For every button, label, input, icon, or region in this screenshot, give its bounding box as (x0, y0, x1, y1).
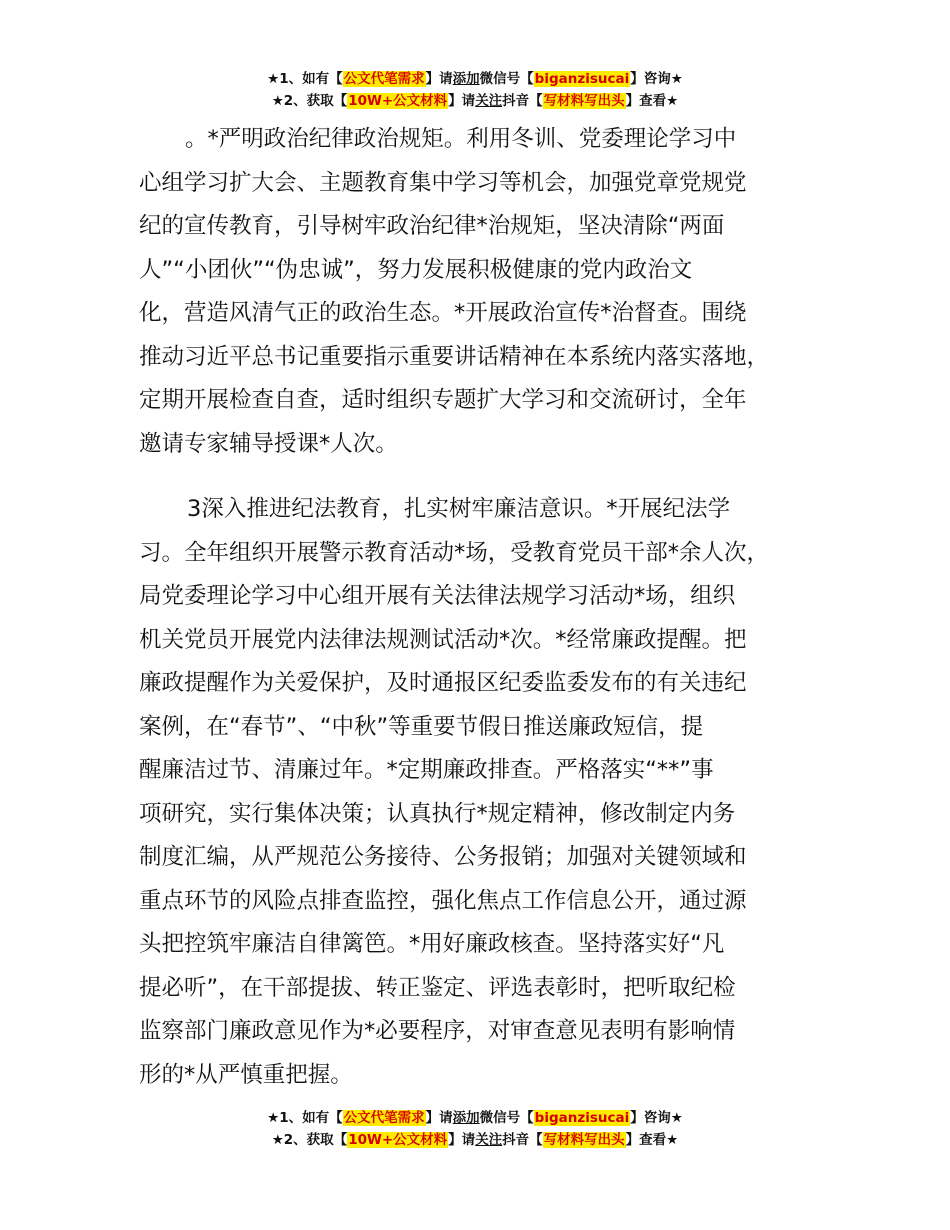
banner-text: 微信号【 (479, 1110, 534, 1126)
text-line: 。*严明政治纪律政治规矩。利用冬训、党委理论学习中 (185, 126, 737, 152)
text-line: 定期开展检查自查，适时组织专题扩大学习和交流研讨，全年 (139, 387, 747, 413)
banner-text: 】查看★ (625, 1132, 679, 1148)
text-line: 重点环节的风险点排查监控，强化焦点工作信息公开，通过源 (139, 887, 747, 914)
banner-line-follow (0, 1129, 950, 1151)
highlight-wechat-id: biganzisucai (534, 71, 630, 87)
text-line: 案例，在“春节”、“中秋”等重要节假日推送廉政短信，提 (139, 713, 704, 740)
banner-text: 】咨询★ (630, 71, 683, 87)
highlight-service: 公文代笔需求 (343, 1110, 425, 1126)
highlight-wechat-id: biganzisucai (534, 1110, 630, 1126)
text-line: 廉政提醒作为关爱保护，及时通报区纪委监委发布的有关违纪 (139, 670, 747, 696)
banner-line-consult (0, 1107, 950, 1129)
banner-text: 】请 (448, 93, 476, 109)
paragraph-political-discipline (139, 118, 829, 466)
banner-text: 】咨询★ (630, 1110, 683, 1126)
text-line: 纪的宣传教育，引导树牢政治纪律*治规矩，坚决清除“两面 (139, 213, 725, 239)
text-line: 局党委理论学习中心组开展有关法律法规学习活动*场，组织 (139, 583, 736, 609)
banner-text: ★1、如有【 (267, 1110, 343, 1126)
underlined-word: 添加 (452, 71, 480, 87)
text-line: 心组学习扩大会、主题教育集中学习等机会，加强党章党规党 (139, 169, 747, 196)
underlined-word: 关注 (475, 1132, 503, 1148)
banner-text: ★2、获取【 (271, 1132, 348, 1148)
text-line: 项研究，实行集体决策；认真执行*规定精神，修改制定内务 (139, 800, 736, 827)
banner-text: ★1、如有【 (267, 71, 343, 87)
banner-text: ★2、获取【 (271, 93, 348, 109)
banner-text: 微信号【 (479, 71, 534, 87)
banner-text: 抖音【 (502, 93, 543, 109)
banner-text: 】请 (425, 1110, 453, 1126)
text-line: 3深入推进纪法教育，扎实树牢廉洁意识。*开展纪法学 (187, 496, 731, 522)
banner-text: 抖音【 (502, 1132, 543, 1148)
paragraph-spacer (139, 466, 829, 488)
text-line: 监察部门廉政意见作为*必要程序，对审查意见表明有影响情 (139, 1018, 736, 1044)
banner-text: 】请 (425, 71, 453, 87)
banner-text: 】查看★ (625, 93, 679, 109)
header-banner (0, 68, 950, 112)
text-line: 人”“小团伙”“伪忠诚”，努力发展积极健康的党内政治文 (139, 256, 693, 283)
text-line: 邀请专家辅导授课*人次。 (139, 430, 398, 457)
text-line: 形的*从严慎重把握。 (139, 1061, 353, 1088)
text-line: 化，营造风清气正的政治生态。*开展政治宣传*治督查。围绕 (139, 300, 747, 326)
text-line: 提必听”，在干部提拔、转正鉴定、评选表彰时，把听取纪检 (139, 974, 736, 1001)
banner-text: 】请 (448, 1132, 476, 1148)
text-line: 醒廉洁过节、清廉过年。*定期廉政排查。严格落实“**”事 (139, 757, 714, 783)
banner-line-consult (0, 68, 950, 90)
highlight-account: 写材料写出头 (543, 1132, 625, 1148)
highlight-materials: 10W+公文材料 (348, 93, 448, 109)
highlight-materials: 10W+公文材料 (348, 1132, 448, 1148)
text-line: 制度汇编，从严规范公务接待、公务报销；加强对关键领域和 (139, 844, 747, 870)
highlight-service: 公文代笔需求 (343, 71, 425, 87)
paragraph-law-education (139, 488, 829, 1097)
text-line: 机关党员开展党内法律法规测试活动*次。*经常廉政提醒。把 (139, 626, 747, 653)
text-line: 习。全年组织开展警示教育活动*场，受教育党员干部*余人次， (139, 539, 770, 566)
text-line: 头把控筑牢廉洁自律篱笆。*用好廉政核查。坚持落实好“凡 (139, 931, 725, 957)
highlight-account: 写材料写出头 (543, 93, 625, 109)
footer-banner (0, 1107, 950, 1151)
underlined-word: 关注 (475, 93, 503, 109)
text-line: 推动习近平总书记重要指示重要讲话精神在本系统内落实落地， (139, 343, 770, 370)
underlined-word: 添加 (452, 1110, 480, 1126)
document-body (139, 118, 829, 1097)
banner-line-follow (0, 90, 950, 112)
